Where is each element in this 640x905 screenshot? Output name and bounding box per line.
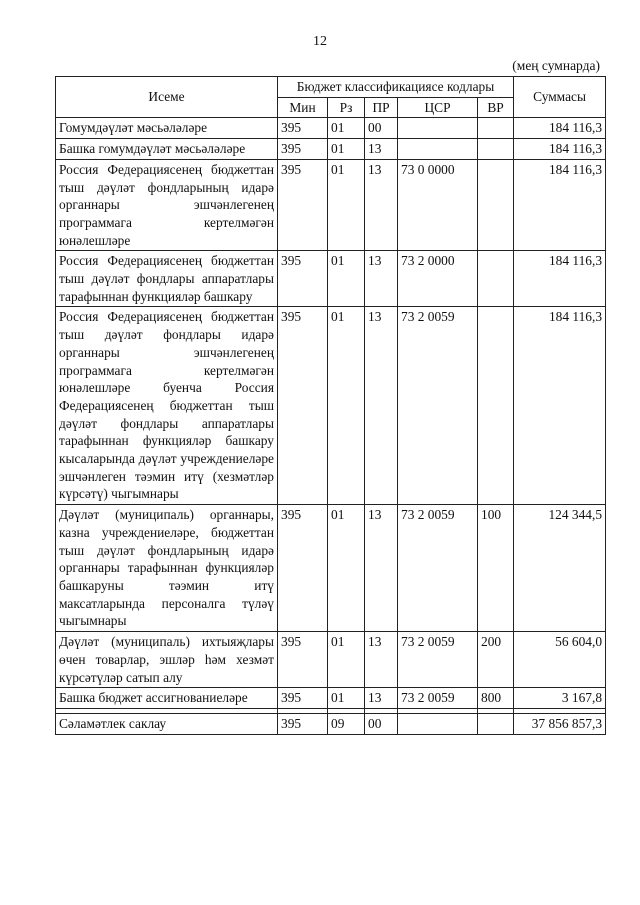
row-csr: 73 2 0059 [398,688,478,709]
row-name: Гомумдәүләт мәсьәләләре [56,118,278,139]
header-vr: ВР [478,97,514,118]
header-name: Исеме [56,77,278,118]
row-vr: 100 [478,505,514,632]
row-min: 395 [278,632,328,688]
row-amount: 184 116,3 [514,159,606,251]
row-vr: 200 [478,632,514,688]
row-name: Дәүләт (муниципаль) органнары, казна учреждениеләре, бюджеттан тыш дәүләт фондларының идарә органнары тарафыннан функцияләр башкаруны тәэмин итү максатларында персоналга түләү чыгымнары [56,505,278,632]
header-pr: ПР [365,97,398,118]
row-name: Россия Федерациясенең бюджеттан тыш дәүләт фондлары аппаратлары тарафыннан функцияләр башкару [56,251,278,307]
table-row [56,632,606,688]
row-rz: 01 [328,632,365,688]
row-csr: 73 0 0000 [398,159,478,251]
row-vr [478,307,514,505]
table-row [56,139,606,160]
row-min: 395 [278,251,328,307]
row-pr: 13 [365,505,398,632]
row-pr: 00 [365,713,398,734]
row-rz: 09 [328,713,365,734]
row-pr: 13 [365,632,398,688]
table-row [56,251,606,307]
table-row [56,307,606,505]
table-row [56,505,606,632]
row-vr [478,251,514,307]
row-csr: 73 2 0000 [398,251,478,307]
row-rz: 01 [328,307,365,505]
header-csr: ЦСР [398,97,478,118]
row-amount: 56 604,0 [514,632,606,688]
row-vr [478,713,514,734]
row-amount: 184 116,3 [514,251,606,307]
row-min: 395 [278,118,328,139]
units-note: (мең сумнарда) [512,58,600,73]
table-row [56,713,606,734]
row-csr: 73 2 0059 [398,307,478,505]
header-rz: Рз [328,97,365,118]
row-csr: 73 2 0059 [398,632,478,688]
row-rz: 01 [328,118,365,139]
row-csr [398,713,478,734]
page-number: 12 [313,34,327,49]
row-vr [478,159,514,251]
row-csr [398,118,478,139]
row-min: 395 [278,159,328,251]
row-rz: 01 [328,139,365,160]
row-csr: 73 2 0059 [398,505,478,632]
row-amount: 124 344,5 [514,505,606,632]
row-vr [478,118,514,139]
row-name: Сәламәтлек саклау [56,713,278,734]
row-name: Башка бюджет ассигнованиеләре [56,688,278,709]
row-min: 395 [278,713,328,734]
row-name: Дәүләт (муниципаль) ихтыяҗлары өчен товарлар, эшләр һәм хезмәт күрсәтүләр сатып алу [56,632,278,688]
row-name: Россия Федерациясенең бюджеттан тыш дәүләт фондлары идарә органнары эшчәнлегенең программага кертелмәгән юнәлешләре буенча Россия Федерациясенең бюджеттан тыш дәүләт фондлары аппаратлары тарафыннан функцияләр башкару кысаларында дәүләт учреждениеләре эшчәнлеген тәэмин итү (хезмәтләр күрсәтү) чыгымнары [56,307,278,505]
row-pr: 13 [365,688,398,709]
row-pr: 13 [365,251,398,307]
header-amount: Суммасы [514,77,606,118]
row-rz: 01 [328,251,365,307]
row-rz: 01 [328,505,365,632]
row-amount: 3 167,8 [514,688,606,709]
row-vr: 800 [478,688,514,709]
row-min: 395 [278,505,328,632]
table-row [56,159,606,251]
row-csr [398,139,478,160]
row-pr: 13 [365,307,398,505]
row-amount: 37 856 857,3 [514,713,606,734]
row-pr: 13 [365,159,398,251]
row-rz: 01 [328,688,365,709]
header-budget-codes: Бюджет классификациясе кодлары [278,77,514,98]
row-vr [478,139,514,160]
row-min: 395 [278,139,328,160]
table-row [56,118,606,139]
row-name: Россия Федерациясенең бюджеттан тыш дәүләт фондларының идарә органнары эшчәнлегенең программага кертелмәгән юнәлешләре [56,159,278,251]
row-pr: 13 [365,139,398,160]
header-min: Мин [278,97,328,118]
row-pr: 00 [365,118,398,139]
row-name: Башка гомумдәүләт мәсьәләләре [56,139,278,160]
table-row [56,688,606,709]
row-min: 395 [278,307,328,505]
row-amount: 184 116,3 [514,118,606,139]
row-amount: 184 116,3 [514,139,606,160]
row-amount: 184 116,3 [514,307,606,505]
row-min: 395 [278,688,328,709]
budget-table [55,76,606,735]
row-rz: 01 [328,159,365,251]
